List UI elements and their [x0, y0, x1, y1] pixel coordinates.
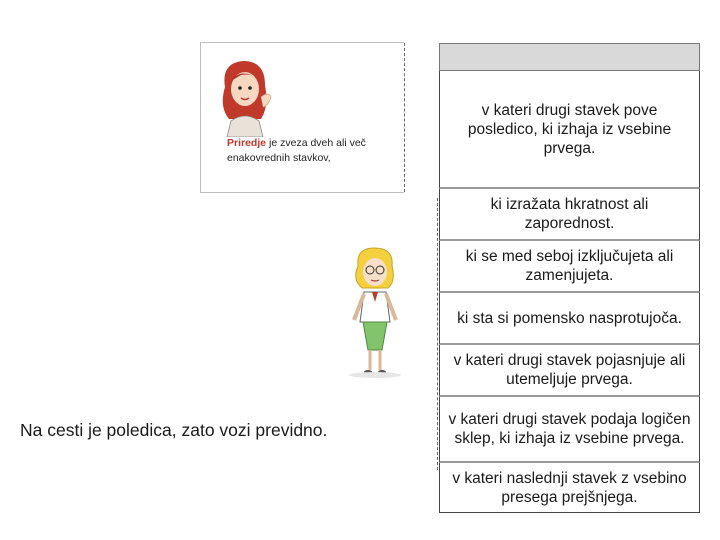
- definitions-header-bar: [439, 43, 700, 71]
- definition-text: v kateri drugi stavek pove posledico, ki izhaja iz vsebine prvega.: [467, 101, 672, 157]
- definition-text: ki se med seboj izključujeta ali zamenjujeta.: [465, 248, 674, 284]
- definition-text: v kateri drugi stavek pojasnjuje ali utemeljuje prvega.: [453, 352, 686, 388]
- definition-box[interactable]: [439, 397, 700, 463]
- definition-box[interactable]: [439, 189, 700, 241]
- definition-text: v kateri drugi stavek podaja logičen sklep, ki izhaja iz vsebine prvega.: [448, 411, 691, 447]
- definition-box[interactable]: [439, 293, 700, 345]
- definition-text: v kateri naslednji stavek z vsebino presega prejšnjega.: [452, 469, 687, 506]
- girl-illustration-icon: [211, 57, 281, 137]
- definition-text: ki sta si pomensko nasprotujoča.: [457, 309, 682, 327]
- intro-keyword: Priredje: [227, 137, 267, 149]
- definitions-column: [439, 43, 700, 506]
- definition-box[interactable]: [439, 345, 700, 397]
- definition-box[interactable]: [439, 463, 700, 513]
- definition-box[interactable]: [439, 71, 700, 189]
- woman-illustration-icon: [336, 246, 412, 378]
- intro-text: [227, 136, 399, 166]
- definition-text: ki izražata hkratnost ali zaporednost.: [490, 196, 649, 232]
- intro-body: je zveza dveh ali več enakovrednih stavkov,: [227, 137, 366, 164]
- intro-dashed-divider: [404, 43, 405, 192]
- vertical-dashed-divider: [437, 198, 438, 470]
- intro-card: [200, 42, 404, 193]
- definition-box[interactable]: [439, 241, 700, 293]
- example-sentence: Na cesti je poledica, zato vozi previdno.: [20, 420, 328, 440]
